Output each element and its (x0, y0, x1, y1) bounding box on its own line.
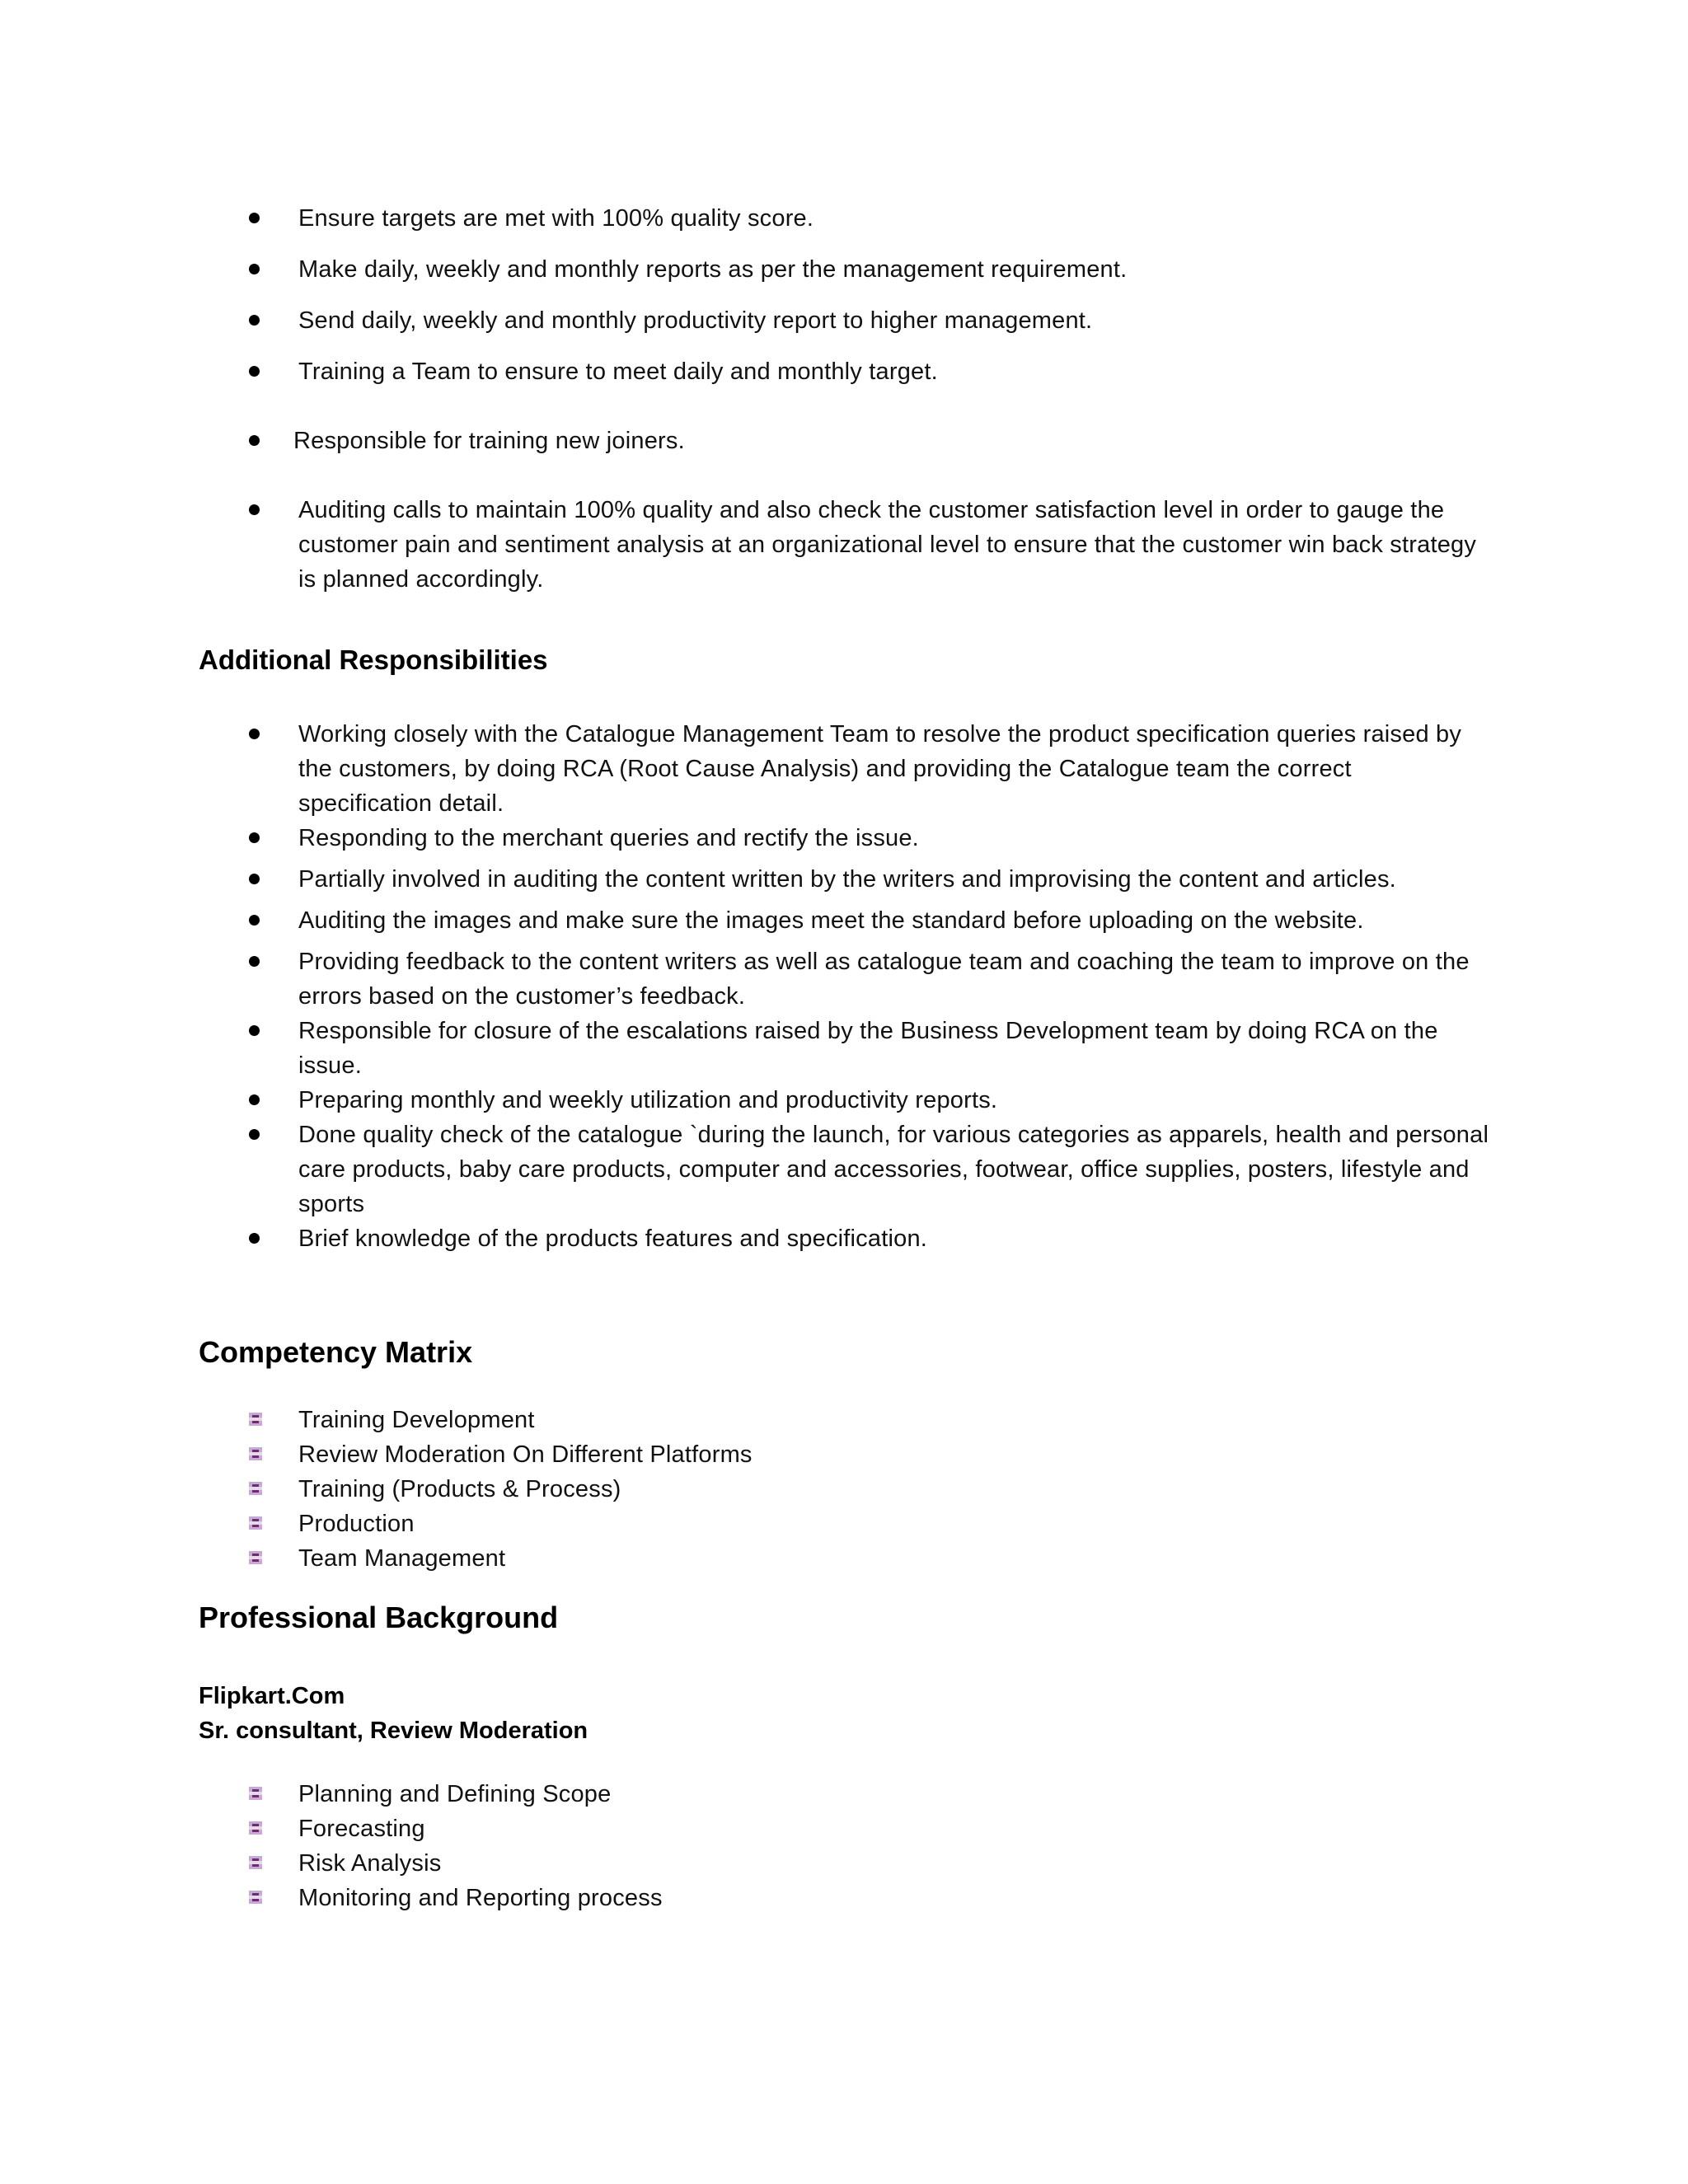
bullet-dot-icon (249, 956, 260, 967)
list-item (0, 1118, 1688, 1221)
list-item-text: Monitoring and Reporting process (298, 1885, 663, 1911)
list-item-text: Training a Team to ensure to meet daily and monthly target. (298, 359, 938, 385)
box-bullet-icon (249, 1516, 262, 1530)
list-item-text: Brief knowledge of the products features and specification. (298, 1226, 928, 1252)
list-item-text: Send daily, weekly and monthly productivity report to higher management. (298, 307, 1093, 334)
box-bullet-icon (249, 1821, 262, 1835)
professional-background-heading: Professional Background (199, 1601, 559, 1634)
bullet-dot-icon (249, 1233, 260, 1244)
list-item (0, 1541, 1688, 1576)
list-item-text: Production (298, 1511, 415, 1537)
list-item (0, 717, 1688, 821)
list-item-text: Forecasting (298, 1816, 425, 1842)
list-item-text: Team Management (298, 1545, 506, 1572)
competency-section (0, 1403, 1688, 1576)
box-bullet-icon (249, 1891, 262, 1904)
list-item (0, 1221, 1688, 1256)
list-item (0, 1403, 1688, 1437)
list-item-text: Responsible for closure of the escalations raised by the Business Development team by doing RCA on the issue. (298, 1018, 1438, 1079)
list-item (0, 1881, 1688, 1915)
list-item (0, 1083, 1688, 1118)
list-item (0, 1846, 1688, 1881)
list-item-text: Ensure targets are met with 100% quality score. (298, 205, 814, 232)
bullet-dot-icon (249, 832, 260, 843)
bullet-dot-icon (249, 729, 260, 739)
bullet-dot-icon (249, 315, 260, 326)
list-item-text: Auditing calls to maintain 100% quality and also check the customer satisfaction level in order to gauge the customer pain and sentiment analysis at an organizational level to ensure that the customer win back strategy is planned accordingly. (298, 497, 1477, 593)
additional-bullet-list (0, 717, 1688, 1256)
list-item (0, 201, 1688, 236)
bullet-dot-icon (249, 915, 260, 926)
box-bullet-icon (249, 1413, 262, 1426)
list-item (0, 1014, 1688, 1083)
box-bullet-icon (249, 1551, 262, 1564)
bullet-dot-icon (249, 435, 260, 446)
list-item (0, 1777, 1688, 1811)
additional-bullet-section (0, 717, 1688, 1256)
list-item-text: Risk Analysis (298, 1850, 442, 1877)
list-item-text: Done quality check of the catalogue `during the launch, for various categories as apparels, health and personal care products, baby care products, computer and accessories, footwear, office supplies, posters, lifestyle and sports (298, 1122, 1489, 1217)
intro-bullet-list (0, 201, 1688, 597)
list-item (0, 944, 1688, 1014)
list-item-text: Working closely with the Catalogue Management Team to resolve the product specification queries raised by the customers, by doing RCA (Root Cause Analysis) and providing the Catalogue team the correct specification detail. (298, 721, 1462, 817)
professional-section (0, 1777, 1688, 1915)
list-item (0, 1507, 1688, 1541)
box-bullet-icon (249, 1787, 262, 1800)
professional-list (0, 1777, 1688, 1915)
intro-bullet-section (0, 201, 1688, 597)
list-item-text: Training Development (298, 1407, 535, 1433)
list-item-text: Training (Products & Process) (298, 1476, 621, 1502)
list-item (0, 903, 1688, 938)
list-item (0, 354, 1688, 389)
list-item (0, 252, 1688, 287)
list-item (0, 862, 1688, 897)
bullet-dot-icon (249, 1129, 260, 1140)
bullet-dot-icon (249, 504, 260, 515)
list-item-text: Partially involved in auditing the content written by the writers and improvising the content and articles. (298, 866, 1396, 893)
bullet-dot-icon (249, 1025, 260, 1036)
list-item (0, 493, 1688, 597)
list-item-text: Responsible for training new joiners. (293, 428, 685, 454)
list-item-text: Auditing the images and make sure the images meet the standard before uploading on the website. (298, 907, 1364, 934)
bullet-dot-icon (249, 213, 260, 223)
company-name: Flipkart.Com (199, 1683, 345, 1709)
list-item-text: Review Moderation On Different Platforms (298, 1441, 753, 1468)
list-item (0, 1472, 1688, 1507)
box-bullet-icon (249, 1482, 262, 1495)
competency-matrix-heading: Competency Matrix (199, 1335, 473, 1369)
additional-responsibilities-heading: Additional Responsibilities (199, 644, 548, 675)
bullet-dot-icon (249, 366, 260, 377)
list-item-text: Make daily, weekly and monthly reports as per the management requirement. (298, 256, 1128, 283)
job-title: Sr. consultant, Review Moderation (199, 1718, 588, 1744)
list-item-text: Preparing monthly and weekly utilization and productivity reports. (298, 1087, 998, 1113)
box-bullet-icon (249, 1856, 262, 1869)
bullet-dot-icon (249, 1094, 260, 1105)
list-item (0, 821, 1688, 855)
list-item (0, 303, 1688, 338)
list-item (0, 1437, 1688, 1472)
box-bullet-icon (249, 1447, 262, 1460)
bullet-dot-icon (249, 874, 260, 884)
list-item-text: Providing feedback to the content writers as well as catalogue team and coaching the team to improve on the errors based on the customer’s feedback. (298, 949, 1470, 1010)
list-item-text: Planning and Defining Scope (298, 1781, 612, 1807)
list-item (0, 424, 1688, 458)
competency-list (0, 1403, 1688, 1576)
list-item (0, 1811, 1688, 1846)
bullet-dot-icon (249, 264, 260, 274)
list-item-text: Responding to the merchant queries and rectify the issue. (298, 825, 919, 851)
